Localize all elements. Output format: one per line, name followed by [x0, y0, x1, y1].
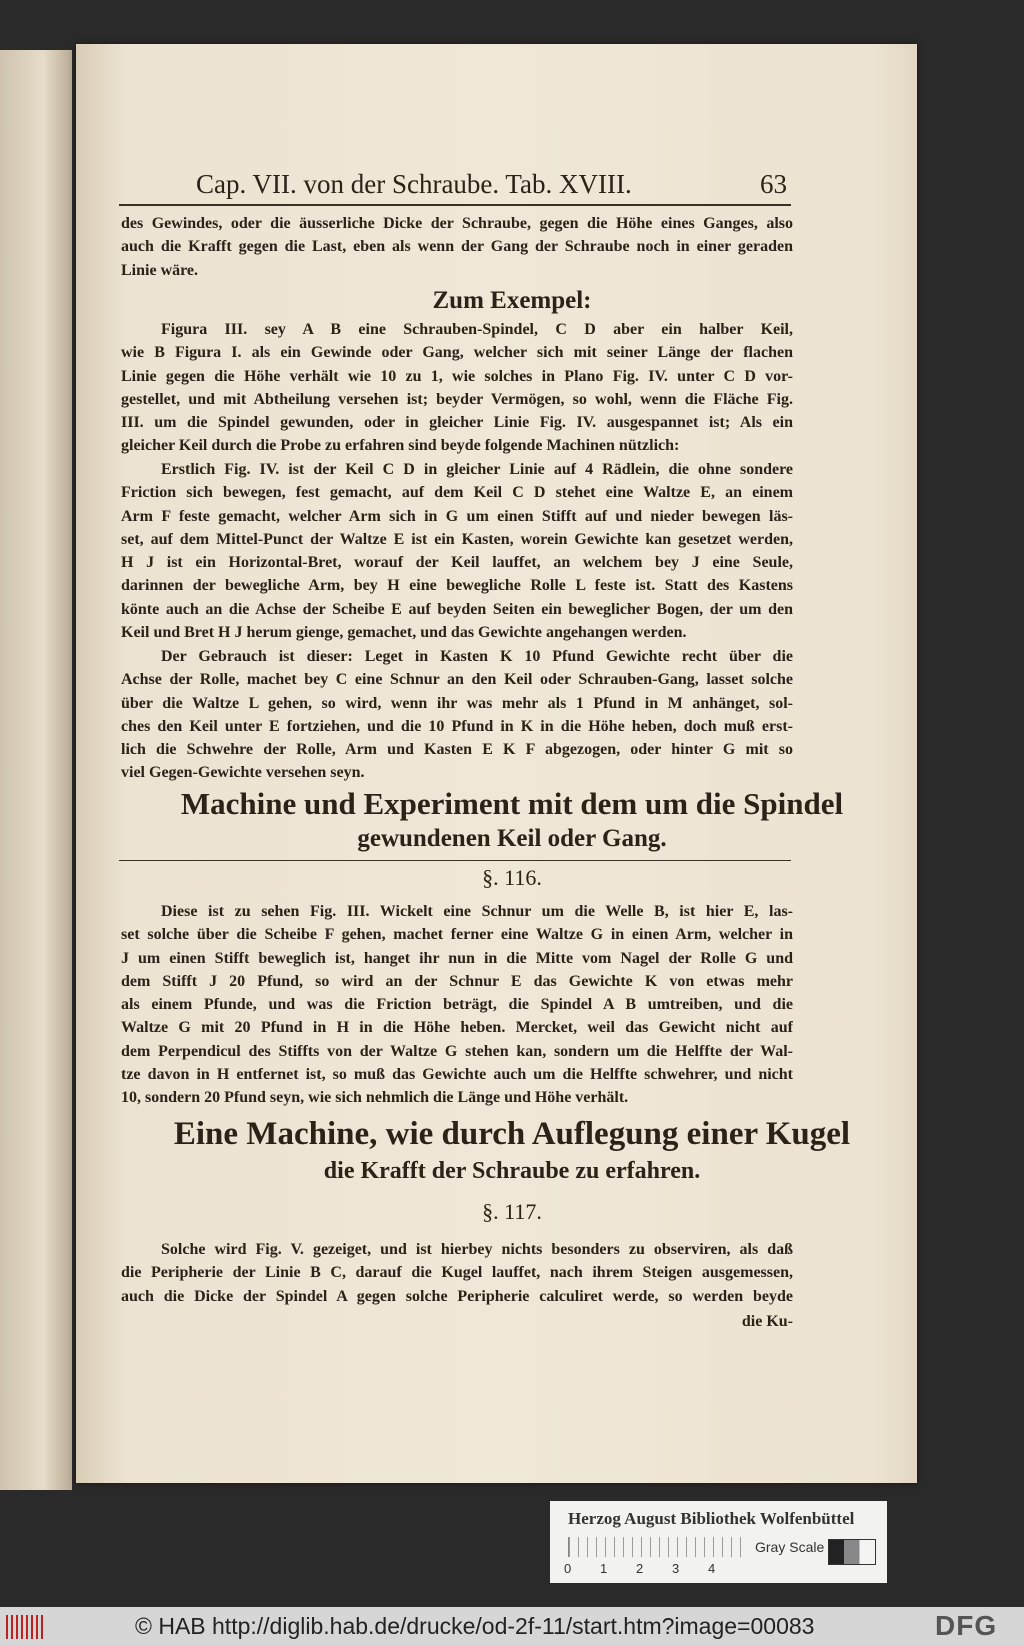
intro-paragraph [121, 212, 793, 282]
institution-label: Herzog August Bibliothek Wolfenbüttel [568, 1509, 855, 1528]
page-number: 63 [760, 169, 787, 199]
text-line: auch die Dicke der Spindel A gegen solche Peripherie calculiret werde, so werden beyde [121, 1287, 793, 1305]
text-line: III. um die Spindel gewunden, oder in gleicher Linie Fig. IV. ausgespannet ist; Als ein [121, 414, 793, 432]
text-line: 10, sondern 20 Pfund seyn, wie sich nehmlich die Länge und Höhe verhält. [121, 1089, 629, 1107]
scale-ruler [568, 1537, 749, 1557]
text-line: Figura III. sey A B eine Schrauben-Spindel, C D aber ein halber Keil, [161, 321, 793, 338]
color-calibration-card [550, 1501, 887, 1583]
ruler-labels [564, 1561, 744, 1576]
section-117-number: §. 117. [482, 1199, 542, 1224]
text-line: Der Gebrauch ist dieser: Leget in Kasten K 10 Pfund Gewichte recht über die [161, 648, 793, 665]
ruler-label: 0 [564, 1561, 572, 1576]
paragraph-erstlich [121, 458, 793, 644]
barcode-icon [6, 1615, 46, 1639]
text-line: viel Gegen-Gewichte versehen seyn. [121, 764, 365, 782]
section-117-text [121, 1238, 793, 1308]
section-rule [119, 860, 791, 861]
ruler-label: 1 [600, 1561, 608, 1576]
text-line: Diese ist zu sehen Fig. III. Wickelt eine Schnur um die Welle B, ist hier E, las- [161, 903, 793, 920]
catchword [121, 1310, 793, 1333]
copyright-url-link[interactable]: © HAB http://diglib.hab.de/drucke/od-2f-11/start.htm?image=00083 [135, 1613, 815, 1639]
text-line: über die Waltze L gehen, so wird, wenn ihr was mehr als 1 Pfund in M anhänget, sol- [121, 694, 793, 712]
text-line: als einem Pfunde, und was die Friction beträgt, die Spindel A B umtreiben, und die [121, 996, 793, 1014]
adjacent-page-edge [0, 50, 72, 1490]
text-line: Friction sich bewegen, fest gemacht, auf dem Keil C D stehet eine Waltze E, an einem [121, 484, 793, 502]
text-line: lich die Schwehre der Rolle, Arm und Kasten E K F abgezogen, oder hinter G mit so [121, 741, 793, 759]
text-line: die Peripherie der Linie B C, darauf die Kugel lauffet, nach ihrem Steigen ausgemessen, [121, 1264, 793, 1282]
ruler-label: 4 [708, 1561, 716, 1576]
section-116-heading: Machine und Experiment mit dem um die Spindel [180, 786, 844, 821]
section-116-subheading: gewundenen Keil oder Gang. [357, 825, 667, 852]
text-line: dem Perpendicul des Stiffts von der Waltze G stehen kan, sondern um die Helffte der Wal- [121, 1042, 793, 1060]
text-line: des Gewindes, oder die äusserliche Dicke der Schraube, gegen die Höhe eines Ganges, also [121, 215, 793, 232]
gray-scale-label: Gray Scale [755, 1539, 825, 1555]
text-line: wie B Figura I. als ein Gewinde oder Gang, welcher sich mit seiner Länge der flachen [121, 344, 793, 362]
section-116-text [121, 900, 793, 1110]
text-line: Waltze G mit 20 Pfund in H in die Höhe heben. Mercket, weil das Gewicht nicht auf [121, 1019, 793, 1037]
section-117-subheading: die Krafft der Schraube zu erfahren. [323, 1158, 701, 1184]
paragraph-figura [121, 318, 793, 458]
text-line: Achse der Rolle, machet bey C eine Schnur an den Keil oder Schrauben-Gang, lasset solche [121, 671, 793, 689]
exempel-heading: Zum Exempel: [432, 287, 592, 314]
running-header: Cap. VII. von der Schraube. Tab. XVIII. [196, 169, 632, 199]
text-line: darinnen der bewegliche Arm, bey H eine bewegliche Rolle L feste ist. Statt des Kastens [121, 577, 793, 595]
text-line: Linie gegen die Höhe verhält wie 10 zu 1, wie solches in Plano Fig. IV. unter C D vor- [121, 367, 793, 385]
catchword-text: die Ku- [741, 1313, 793, 1330]
text-line: könte auch an die Achse der Scheibe E auf beyden Seiten ein beweglicher Bogen, der um den [121, 600, 793, 618]
footer-bar [0, 1607, 1024, 1646]
text-line: ches den Keil unter E fortziehen, und die 10 Pfund in K in die Höhe heben, doch muß erst- [121, 717, 793, 735]
text-line: set, auf dem Mittel-Punct der Waltze E ist ein Kasten, worein Gewichte kan gesetzet werden, [121, 530, 793, 548]
text-line: Keil und Bret H J herum gienge, gemachet, und das Gewichte angehangen werden. [121, 624, 687, 642]
ruler-label: 3 [672, 1561, 680, 1576]
text-line: gestellet, und mit Abtheilung versehen ist; beyder Vermögen, so wohl, wenn die Fläche Fig. [121, 390, 793, 408]
section-116-number: §. 116. [482, 865, 542, 890]
text-line: set solche über die Scheibe F gehen, machet ferner eine Waltze G in einen Arm, welcher in [121, 926, 793, 944]
text-line: Arm F feste gemacht, welcher Arm sich in G um einen Stifft auf und nieder bewegen läs- [121, 507, 793, 525]
text-line: Linie wäre. [121, 261, 199, 279]
ruler-label: 2 [636, 1561, 644, 1576]
paragraph-gebrauch [121, 645, 793, 785]
text-line: dem Stifft J 20 Pfund, so wird an der Schnur E das Gewichte K von etwas mehr [121, 972, 793, 990]
text-line: Erstlich Fig. IV. ist der Keil C D in gleicher Linie auf 4 Rädlein, die ohne sondere [161, 461, 793, 478]
text-line: auch die Krafft gegen die Last, eben als wenn der Gang der Schraube noch in einer geraden [121, 238, 793, 256]
text-line: tze davon in H entfernet ist, so muß das Gewichte auch um die Helffte schwehrer, und nicht [121, 1066, 793, 1084]
text-line: gleicher Keil durch die Probe zu erfahren sind beyde folgende Machinen nützlich: [121, 437, 680, 455]
text-line: Solche wird Fig. V. gezeiget, und ist hierbey nichts besonders zu observiren, als daß [161, 1241, 793, 1258]
section-117-heading: Eine Machine, wie durch Auflegung einer Kugel [173, 1116, 851, 1152]
text-line: H J ist ein Horizontal-Bret, worauf der Keil lauffet, an welchem bey J eine Seule, [121, 554, 793, 572]
header-rule [119, 204, 791, 206]
text-line: J um einen Stifft beweglich ist, hanget ihr nun in die Mitte vom Nagel der Rolle G und [121, 949, 793, 967]
gray-scale-swatch [828, 1539, 876, 1565]
dfg-logo: DFG [935, 1610, 998, 1641]
